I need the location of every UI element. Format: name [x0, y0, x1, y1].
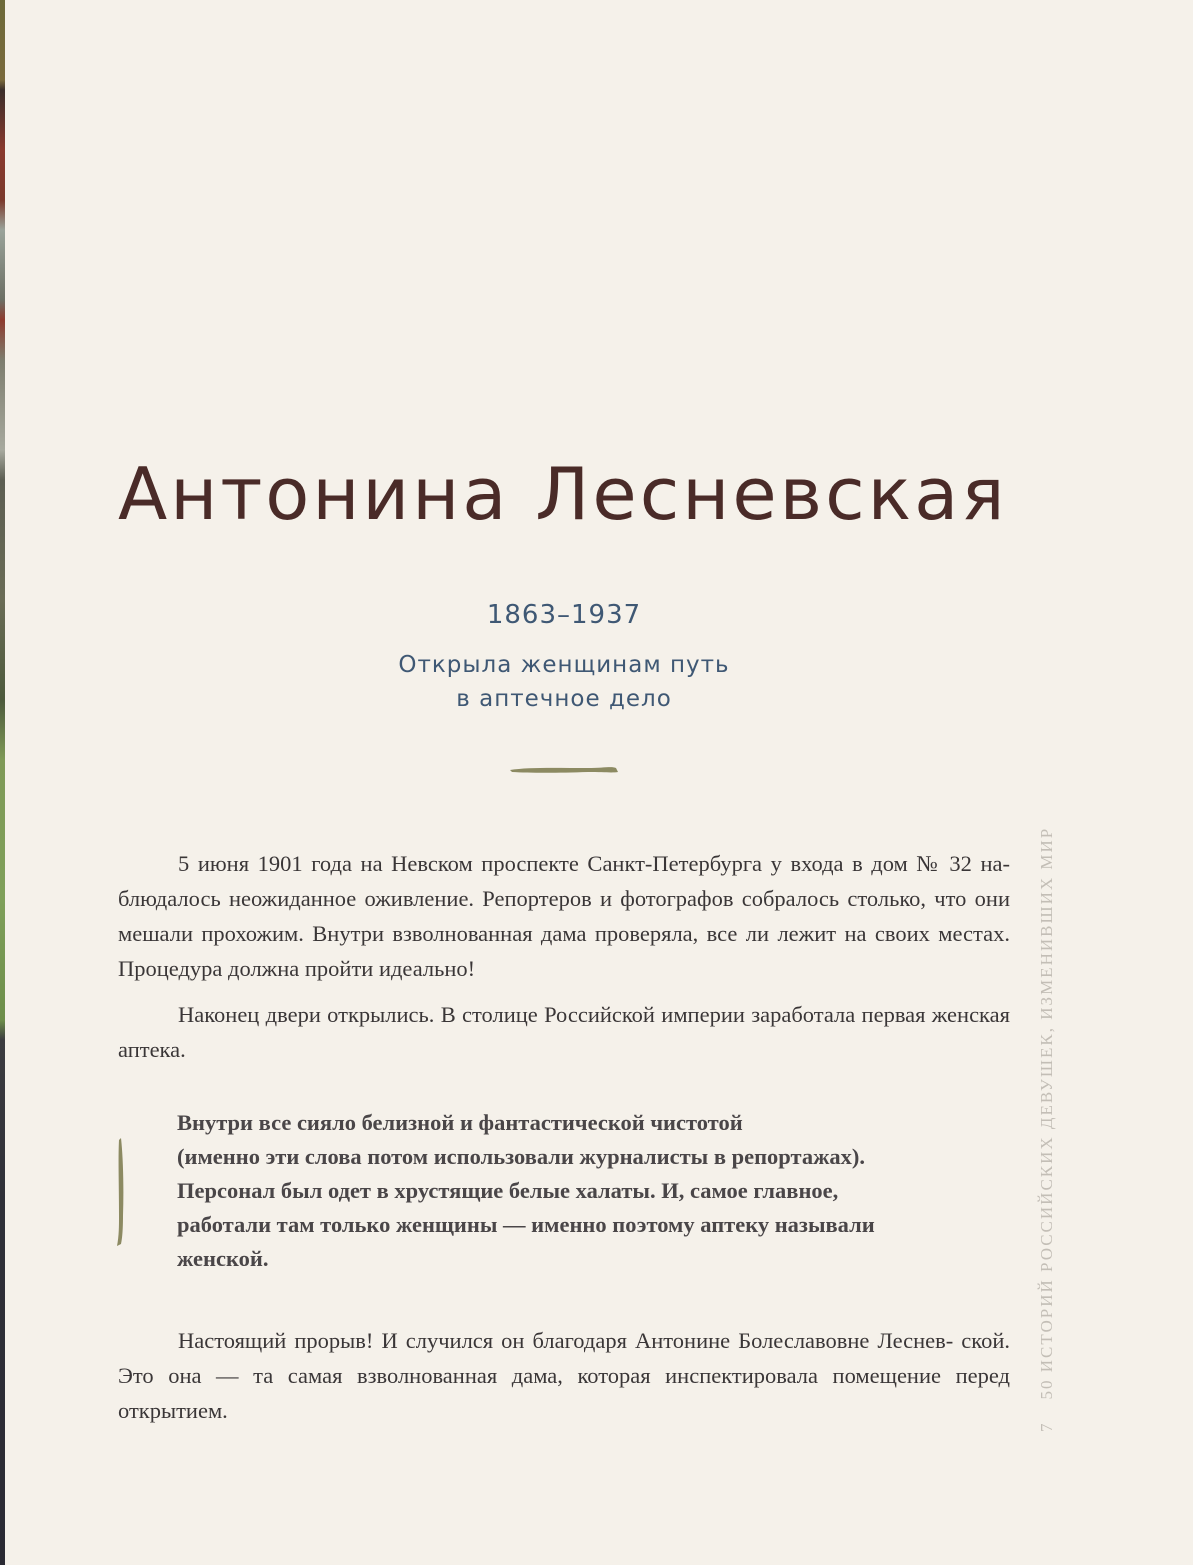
book-page-edge [0, 0, 5, 1565]
paragraph-2 [118, 997, 1010, 1067]
text-line: перед открытием. [118, 1363, 1010, 1423]
text-line: местах. Процедура должна пройти идеально! [118, 921, 1011, 981]
text-line: Наконец двери открылись. В столице Российской империи заработала первая [178, 1002, 926, 1027]
subtitle-line: в аптечное дело [456, 686, 672, 712]
text-line: 5 июня 1901 года на Невском проспекте Санкт-Петербурга у входа в дом № 32 на- [178, 851, 1010, 876]
text-line: женская аптека. [118, 1002, 1010, 1062]
quote-brush-bar [114, 1136, 128, 1248]
text-line: ской. Это она — та самая взволнованная дама, которая инспектировала помещение [118, 1328, 1010, 1388]
life-years: 1863–1937 [486, 600, 642, 630]
quote-line: (именно эти слова потом использовали журналисты в репортажах). [177, 1144, 866, 1169]
page-title: Антонина Лесневская [118, 452, 1008, 536]
paragraph-3 [118, 1323, 1010, 1428]
quote-line: Внутри все сияло белизной и фантастической чистотой [177, 1110, 743, 1135]
text-line: блюдалось неожиданное оживление. Репортеров и фотографов собралось столько, что [118, 886, 967, 911]
brush-stroke-divider [508, 762, 620, 778]
paragraph-1 [118, 846, 1010, 986]
book-title: 50 ИСТОРИЙ РОССИЙСКИХ ДЕВУШЕК, ИЗМЕНИВШИХ МИР [1037, 826, 1056, 1400]
quote-line: Персонал был одет в хрустящие белые халаты. И, самое главное, [177, 1178, 839, 1203]
subtitle-line: Открыла женщинам путь [398, 652, 730, 678]
pull-quote [177, 1106, 977, 1276]
running-head [1032, 752, 1062, 1432]
quote-line: работали там только женщины — именно поэтому аптеку называли [177, 1212, 875, 1237]
text-line: они мешали прохожим. Внутри взволнованная дама проверяла, все ли лежит на своих [118, 886, 1010, 946]
quote-line: женской. [177, 1246, 269, 1271]
subtitle [0, 648, 1128, 716]
text-line: Настоящий прорыв! И случился он благодаря Антонине Болеславовне Леснев- [178, 1328, 954, 1353]
page-number: 7 [1037, 1421, 1056, 1432]
